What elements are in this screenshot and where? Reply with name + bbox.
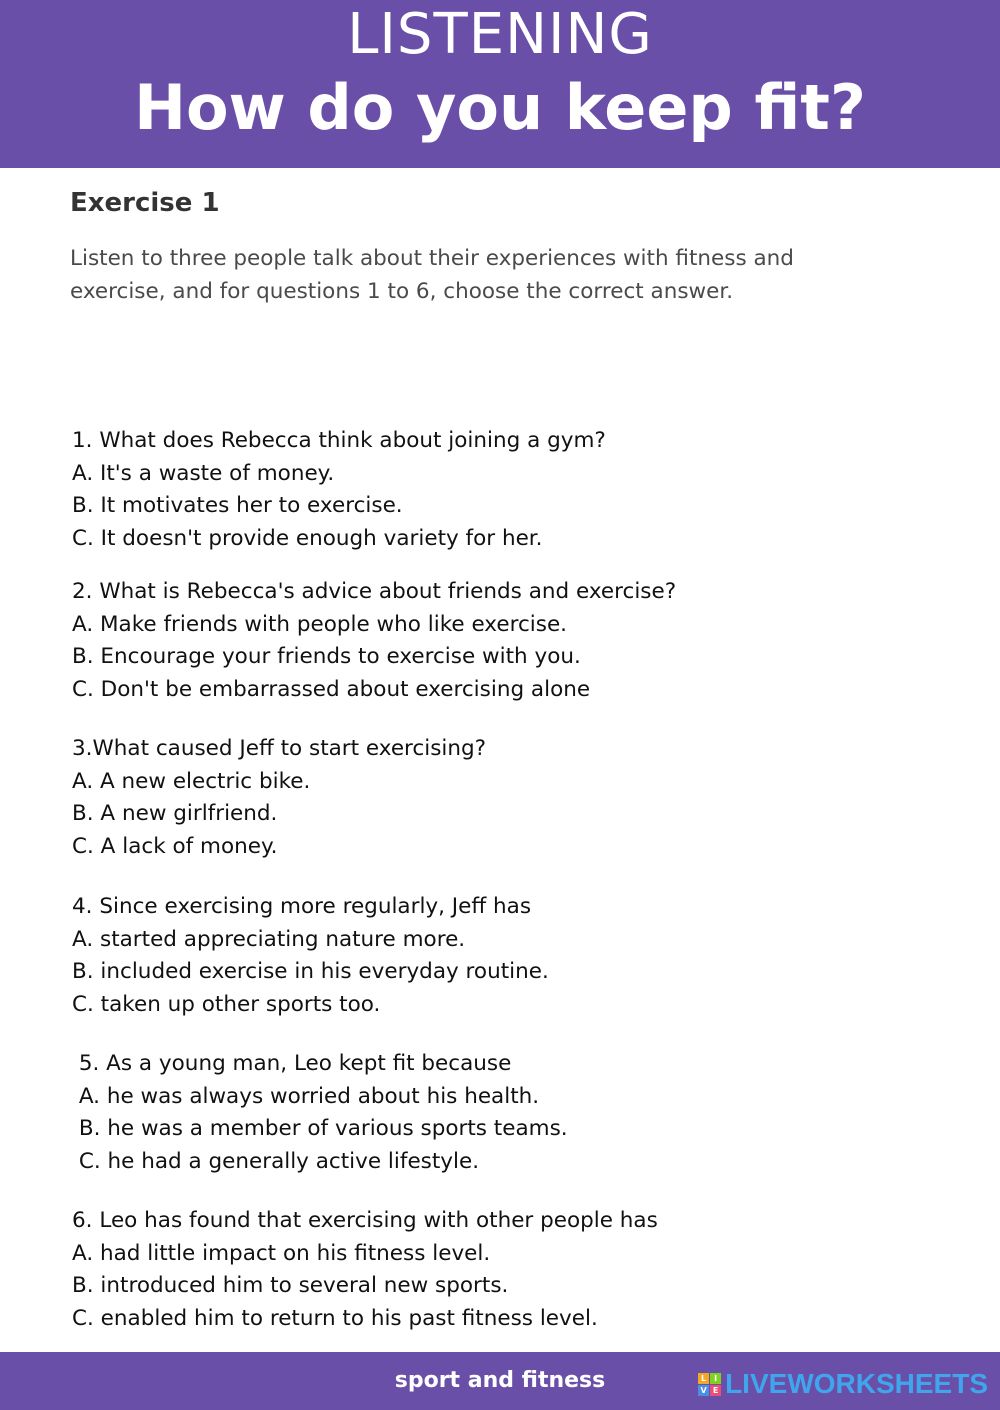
page-footer bbox=[0, 1352, 1000, 1410]
option-b[interactable]: B. Encourage your friends to exercise with you. bbox=[72, 644, 581, 669]
option-b[interactable]: B. he was a member of various sports teams. bbox=[72, 1116, 568, 1141]
option-c[interactable]: C. It doesn't provide enough variety for her. bbox=[72, 525, 543, 551]
instructions-line: exercise, and for questions 1 to 6, choose the correct answer. bbox=[70, 279, 734, 304]
question-2 bbox=[72, 576, 952, 706]
question-5 bbox=[72, 1048, 952, 1178]
option-c[interactable]: C. he had a generally active lifestyle. bbox=[72, 1148, 480, 1174]
option-b[interactable]: B. included exercise in his everyday routine. bbox=[72, 959, 549, 984]
exercise-title: Exercise 1 bbox=[70, 188, 220, 218]
question-stem: 3.What caused Jeff to start exercising? bbox=[72, 736, 487, 761]
question-stem: 6. Leo has found that exercising with other people has bbox=[72, 1208, 658, 1233]
question-4 bbox=[72, 891, 952, 1021]
option-b[interactable]: B. A new girlfriend. bbox=[72, 801, 278, 826]
question-stem: 5. As a young man, Leo kept fit because bbox=[72, 1051, 512, 1076]
option-b[interactable]: B. It motivates her to exercise. bbox=[72, 493, 403, 518]
question-6 bbox=[72, 1205, 952, 1335]
brand-name: LIVEWORKSHEETS bbox=[725, 1368, 988, 1399]
option-b[interactable]: B. introduced him to several new sports. bbox=[72, 1273, 509, 1298]
footer-topic: sport and fitness bbox=[394, 1368, 606, 1393]
option-a[interactable]: A. A new electric bike. bbox=[72, 768, 311, 794]
option-c[interactable]: C. Don't be embarrassed about exercising alone bbox=[72, 676, 591, 702]
option-c[interactable]: C. enabled him to return to his past fitness level. bbox=[72, 1305, 598, 1331]
page-header bbox=[0, 0, 1000, 168]
option-a[interactable]: A. Make friends with people who like exercise. bbox=[72, 611, 568, 637]
logo-letter: I bbox=[710, 1373, 721, 1384]
option-a[interactable]: A. had little impact on his fitness level. bbox=[72, 1240, 491, 1266]
header-kicker: LISTENING bbox=[347, 2, 653, 67]
liveworksheets-logo-icon bbox=[698, 1373, 721, 1396]
exercise-instructions bbox=[70, 242, 930, 308]
logo-letter: V bbox=[698, 1385, 709, 1396]
page-title: How do you keep fit? bbox=[134, 71, 866, 144]
instructions-line: Listen to three people talk about their experiences with fitness and bbox=[70, 246, 794, 271]
question-stem: 1. What does Rebecca think about joining a gym? bbox=[72, 428, 606, 453]
liveworksheets-brand[interactable] bbox=[698, 1369, 988, 1399]
logo-letter: L bbox=[698, 1373, 709, 1384]
option-c[interactable]: C. taken up other sports too. bbox=[72, 991, 381, 1017]
question-stem: 2. What is Rebecca's advice about friends and exercise? bbox=[72, 579, 677, 604]
question-1 bbox=[72, 425, 952, 555]
option-a[interactable]: A. It's a waste of money. bbox=[72, 460, 335, 486]
question-3 bbox=[72, 733, 952, 863]
option-a[interactable]: A. started appreciating nature more. bbox=[72, 926, 466, 952]
question-stem: 4. Since exercising more regularly, Jeff has bbox=[72, 894, 532, 919]
option-c[interactable]: C. A lack of money. bbox=[72, 833, 278, 859]
logo-letter: E bbox=[710, 1385, 721, 1396]
option-a[interactable]: A. he was always worried about his health. bbox=[72, 1083, 540, 1109]
